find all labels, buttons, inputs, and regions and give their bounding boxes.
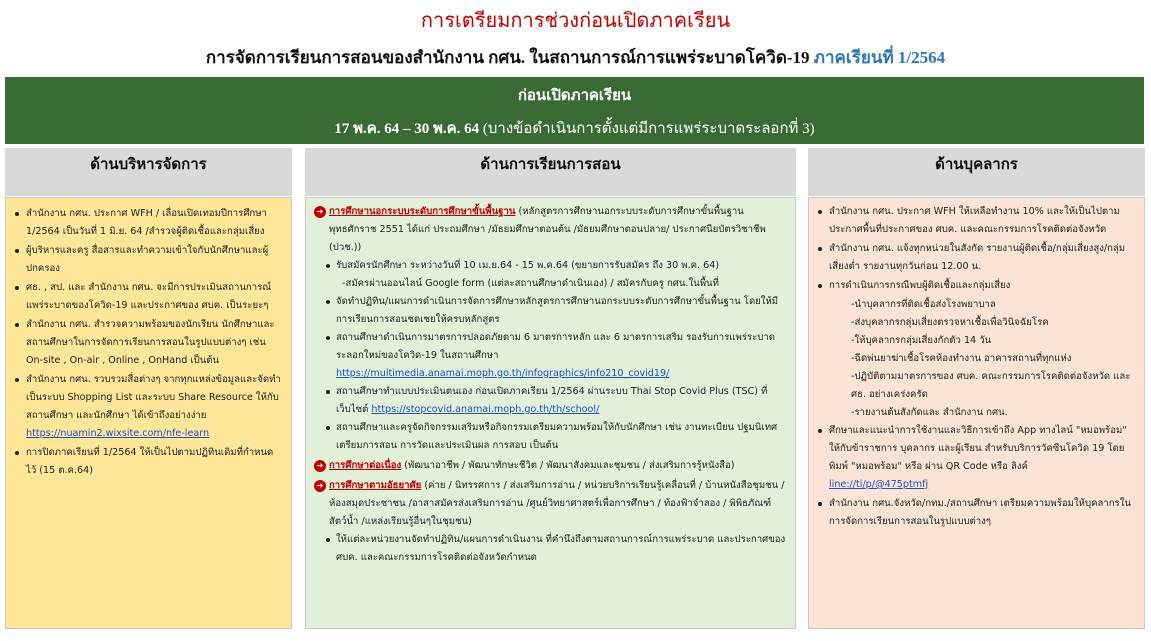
period-banner (5, 77, 1144, 144)
list-subitem: -นำบุคลากรที่ติดเชื้อส่งโรงพยาบาล (851, 299, 996, 310)
list-subitem: -ให้บุคลากรกลุ่มเสี่ยงกักตัว 14 วัน (851, 335, 992, 346)
list-item: สถานศึกษาและครูจัดกิจกรรมเสริมหรือกิจกรรมเตรียมความพร้อมให้กับนักศึกษา เช่น งานทะเบียน ปฐมนิเทศ เตรียมการสอน การวัดและประเมินผล การสอบ เป็นต้น (326, 419, 787, 455)
column-header-admin: ด้านบริหารจัดการ (5, 148, 292, 196)
teaching-panel (305, 197, 796, 629)
column-header-teaching: ด้านการเรียนการสอน (305, 148, 796, 196)
section-continuing-education (314, 457, 787, 475)
banner-note: (บางข้อดำเนินการตั้งแต่มีการแพร่ระบาดระลอกที่ 3) (482, 121, 815, 137)
nfe-learn-link[interactable]: https://nuamin2.wixsite.com/nfe-learn (26, 428, 210, 439)
list-item: สำนักงาน กศน. ประกาศ WFH ให้เหลือทำงาน 10% และให้เป็นไปตามประกาศพื้นที่ประกาศของ ศบค. และคณะกรรมการโรคติดต่อจังหวัด (817, 203, 1136, 239)
list-item (817, 422, 1136, 494)
section-basic-education (314, 203, 787, 257)
subtitle-text: การจัดการเรียนการสอนของสำนักงาน กศน. ในสถานการณ์การแพร่ระบาดโควิด-19 (205, 48, 810, 67)
anamai-infographic-link[interactable]: https://multimedia.anamai.moph.go.th/infographics/info210_covid19/ (336, 368, 670, 379)
arrow-right-icon: ➔ (314, 206, 326, 218)
list-subitem: -ฉีดพ่นยาฆ่าเชื้อโรคห้องทำงาน อาคารสถานที่ทุกแห่ง (851, 353, 1072, 364)
section-desc: (ค่าย / นิทรรศการ / ส่งเสริมการอ่าน / หน่วยบริการเรียนรู้เคลื่อนที่ / บ้านหนังสือชุมชน /ห้องสมุดประชาชน /อาสาสมัครส่งเสริมการอ่าน /ศูนย์วิทยาศาสตร์เพื่อการศึกษา / ท้องฟ้าจำลอง / พิพิธภัณฑ์สัตว์น้ำ /แหล่งเรียนรู้อื่นๆในชุมชน) (329, 480, 785, 527)
list-item (326, 329, 787, 383)
mor-prom-line-link[interactable]: line://ti/p/@475ptmfj (829, 479, 929, 490)
list-item: จัดทำปฏิทิน/แผนการดำเนินการจัดการศึกษาหลักสูตรการศึกษานอกระบบระดับการศึกษาขั้นพื้นฐาน โดยให้มีการเรียนการสอนชดเชยให้ครบหลักสูตร (326, 293, 787, 329)
list-item: สำนักงาน กศน. แจ้งทุกหน่วยในสังกัด รายงานผู้ติดเชื้อ/กลุ่มเสี่ยงสูง/กลุ่มเสี่ยงต่ำ รายงานทุกวันก่อน 12.00 น. (817, 240, 1136, 276)
banner-date-line (5, 116, 1144, 140)
list-subitem: -รายงานต้นสังกัดและ สำนักงาน กศน. (851, 407, 1008, 418)
sub-list (817, 296, 1136, 422)
section-desc: (หลักสูตรการศึกษานอกระบบระดับการศึกษาขั้นพื้นฐาน พุทธศักราช 2551 ได้แก่ ประถมศึกษา /มัธยมศึกษาตอนต้น /มัธยมศึกษาตอนปลาย/ ประกาศนียบัตรวิชาชีพ (ปวช.)) (329, 206, 766, 253)
list-item (14, 371, 283, 443)
section-desc: (พัฒนาอาชีพ / พัฒนาทักษะชีวิต / พัฒนาสังคมและชุมชน / ส่งเสริมการรู้หนังสือ) (404, 460, 735, 471)
list-item: การปิดภาคเรียนที่ 1/2564 ให้เป็นไปตามปฏิทินเดิมที่กำหนดไว้ (15 ต.ค.64) (14, 444, 283, 480)
page-subtitle (0, 44, 1151, 71)
list-item: ผู้บริหารและครู สื่อสารและทำความเข้าใจกับนักศึกษาและผู้ปกครอง (14, 242, 283, 278)
list-subitem: -ส่งบุคลากรกลุ่มเสี่ยงตรวจหาเชื้อเพื่อวินิจฉัยโรค (851, 317, 1049, 328)
stopcovid-link[interactable]: https://stopcovid.anamai.moph.go.th/th/school/ (371, 404, 600, 415)
admin-panel (5, 197, 292, 629)
list-subitem: -ปฏิบัติตามมาตรการของ ศบค. คณะกรรมการโรคติดต่อจังหวัด และ ศธ. อย่างเคร่งครัด (851, 371, 1131, 400)
personnel-panel (808, 197, 1145, 629)
list-item: ศธ. , สป. และ สำนักงาน กศน. จะมีการประเมินสถานการณ์แพร่ระบาดของโควิด-19 และประกาศของ ศบค. เป็นระยะๆ (14, 279, 283, 315)
section-informal-education (314, 477, 787, 531)
list-item: สำนักงาน กศน.จังหวัด/กทม./สถานศึกษา เตรียมความพร้อมให้บุคลากรในการจัดการเรียนการสอนในรูปแบบต่างๆ (817, 495, 1136, 531)
list-item: รับสมัครนักศึกษา ระหว่างวันที่ 10 เม.ย.64 - 15 พ.ค.64 (ขยายการรับสมัคร ถึง 30 พ.ค. 64) (326, 257, 787, 275)
list-item: สำนักงาน กศน. สำรวจความพร้อมของนักเรียน นักศึกษาและสถานศึกษาในการจัดการเรียนการสอนในรูปแบบต่างๆ เช่น On-site , On-air , Online , OnHand เป็นต้น (14, 316, 283, 370)
list-item: สำนักงาน กศน. ประกาศ WFH / เลื่อนเปิดเทอมปีการศึกษา 1/2564 เป็นวันที่ 1 มิ.ย. 64 /สำรวจผู้ติดเชื้อและกลุ่มเสี่ยง (14, 205, 283, 241)
list-subitem: -สมัครผ่านออนไลน์ Google form (แต่ละสถานศึกษาดำเนินเอง) / สมัครกับครู กศน.ในพื้นที่ (342, 278, 719, 289)
section-title: การศึกษาตามอัธยาศัย (329, 480, 422, 491)
list-item-text: สถานศึกษาดำเนินการมาตรการปลอดภัยตาม 6 มาตรการหลัก และ 6 มาตรการเสริม รองรับการแพร่ระบาด ระลอกใหม่ของโควิด-19 ในสถานศึกษา (336, 332, 775, 361)
list-item-text: สำนักงาน กศน. รวบรวมสื่อต่างๆ จากทุกแหล่งข้อมูลและจัดทำเป็นระบบ Shopping List และระบบ Share Resource ให้กับสถานศึกษา และนักศึกษา ได้เข้าถึงอย่างง่าย (26, 374, 281, 421)
list-item: ให้แต่ละหน่วยงานจัดทำปฏิทิน/แผนการดำเนินงาน ที่คำนึงถึงตามสถานการณ์การแพร่ระบาด และประกาศของ ศบค. และคณะกรรมการโรคติดต่อจังหวัดกำหนด (326, 531, 787, 567)
column-header-personnel: ด้านบุคลากร (808, 148, 1145, 196)
section-title: การศึกษาต่อเนื่อง (329, 460, 402, 471)
banner-label: ก่อนเปิดภาคเรียน (517, 88, 632, 104)
list-item: การดำเนินการกรณีพบผู้ติดเชื้อและกลุ่มเสี่ยง (817, 277, 1136, 295)
arrow-right-icon: ➔ (314, 480, 326, 492)
arrow-right-icon: ➔ (314, 460, 326, 472)
page-title: การเตรียมการช่วงก่อนเปิดภาคเรียน (420, 10, 731, 32)
semester-label: ภาคเรียนที่ 1/2564 (813, 48, 946, 67)
banner-date: 17 พ.ค. 64 – 30 พ.ค. 64 (334, 121, 480, 137)
section-title: การศึกษานอกระบบระดับการศึกษาขั้นพื้นฐาน (329, 206, 516, 217)
list-item (326, 383, 787, 419)
list-item-text: สถานศึกษาทำแบบประเมินตนเอง ก่อนเปิดภาคเรียน 1/2564 ผ่านระบบ Thai Stop Covid Plus (TSC) ที่เว็บไซต์ (336, 386, 768, 415)
list-item-text: ศึกษาและแนะนำการใช้งานและวิธีการเข้าถึง App ทางไลน์ "หมอพร้อม" ให้กับข้าราชการ บุคลากร และผู้เรียน สำหรับบริการวัคซีนโควิด 19 โดยพิมพ์ "หมอพร้อม" หรือ ผ่าน QR Code หรือ ลิงค์ (829, 425, 1127, 472)
